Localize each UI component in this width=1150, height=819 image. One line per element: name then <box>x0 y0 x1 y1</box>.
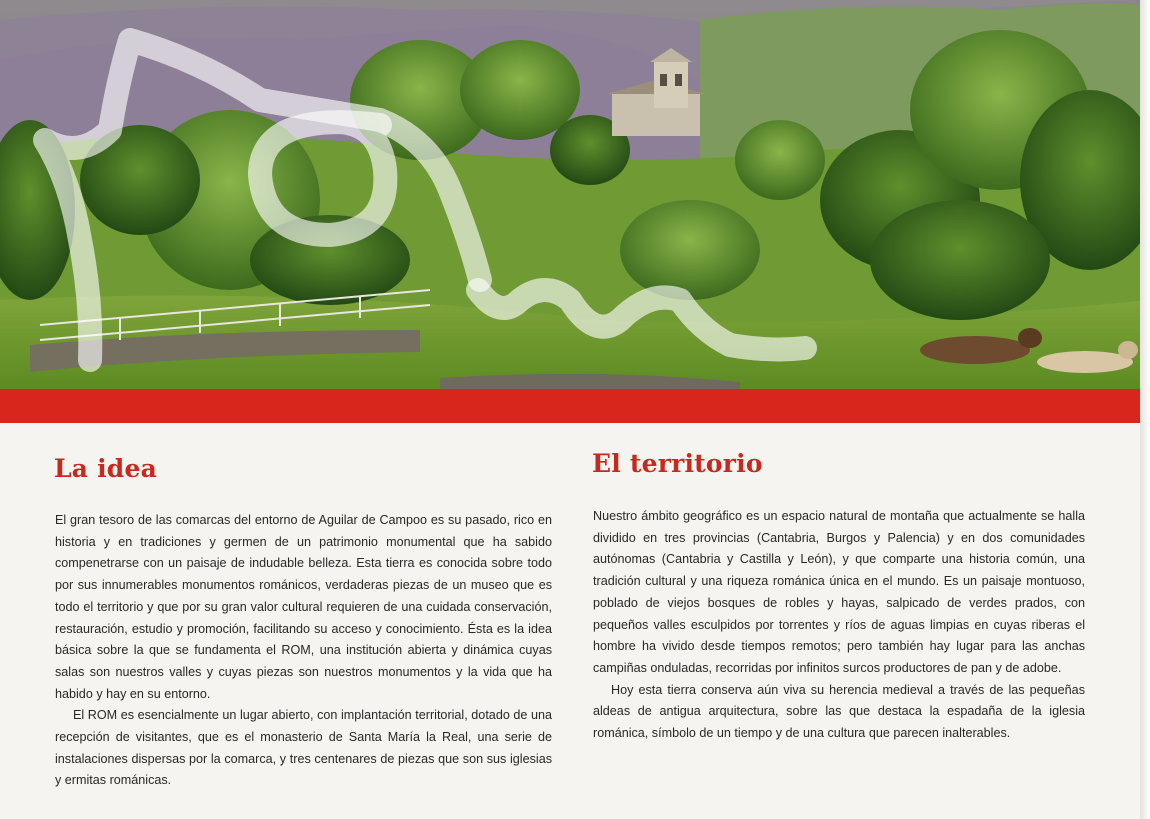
section-title-el-territorio: El territorio <box>592 449 763 478</box>
red-divider-band <box>0 389 1148 423</box>
right-column-text <box>593 506 1085 745</box>
right-paragraph-1: Nuestro ámbito geográfico es un espacio natural de montaña que actualmente se halla dividido en tres provincias (Cantabria, Burgos y Palencia) y en dos comunidades autónomas (Cantabria y Castilla y León), y que comparte una historia común, una tradición cultural y una riqueza románica única en el mundo. Es un paisaje montuoso, poblado de viejos bosques de robles y hayas, salpicado de verdes prados, con pequeños valles esculpidos por torrentes y ríos de aguas limpias en cuyas riberas el hombre ha vivido desde tiempos remotos; pero también hay lugar para las anchas campiñas onduladas, recorridas por infinitos surcos productores de pan y de adobe. <box>593 509 1085 675</box>
landscape-photo <box>0 0 1148 390</box>
page-edge-shadow <box>1140 0 1150 819</box>
right-paragraph-2: Hoy esta tierra conserva aún viva su herencia medieval a través de las pequeñas aldeas de antigua arquitectura, sobre las que destaca la espadaña de la iglesia románica, símbolo de un tiempo y de una cultura que parecen inalterables. <box>593 682 1085 741</box>
left-column-text <box>55 510 552 792</box>
section-title-la-idea: La idea <box>54 454 157 483</box>
left-paragraph-1: El gran tesoro de las comarcas del entorno de Aguilar de Campoo es su pasado, rico en historia y en tradiciones y germen de un patrimonio monumental que ha sabido compenetrarse con un paisaje de indudable belleza. Esta tierra es conocida sobre todo por sus innumerables monumentos románicos, verdaderas piezas de un museo que es todo el territorio y que por su gran valor cultural requieren de una cuidada conservación, restauración, estudio y promoción, facilitando su acceso y conocimiento. Ésta es la idea básica sobre la que se fundamenta el ROM, una institución abierta y dinámica cuyas salas son nuestros valles y cuyas piezas son nuestros monumentos y la vida que ha habido y hay en su entorno. <box>55 513 552 701</box>
left-paragraph-2: El ROM es esencialmente un lugar abierto, con implantación territorial, dotado de una recepción de visitantes, que es el monasterio de Santa María la Real, una serie de instalaciones dispersas por la comarca, y tres centenares de piezas que son sus iglesias y ermitas románicas. <box>55 708 552 788</box>
